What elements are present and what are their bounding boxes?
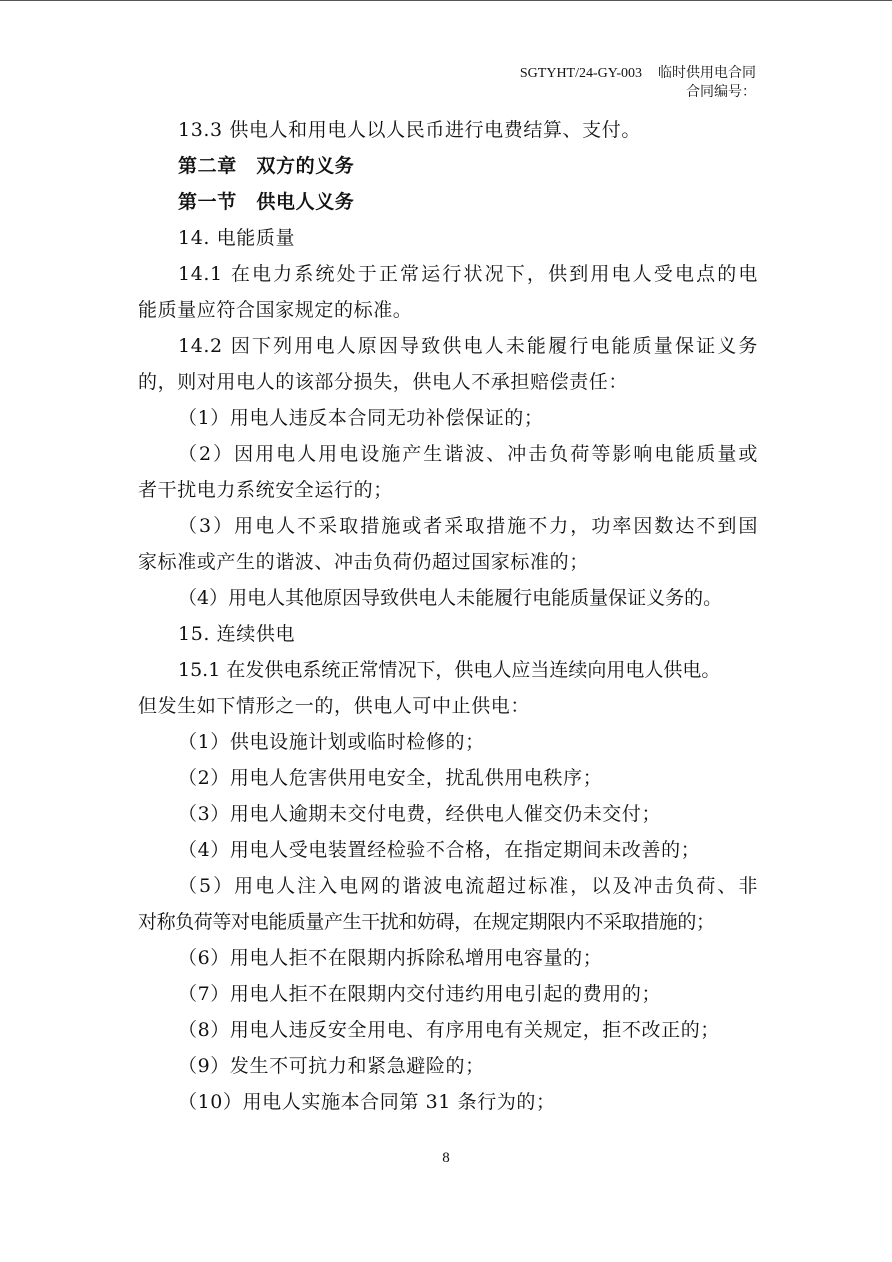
chapter-heading: 第二章 双方的义务 [178, 155, 355, 177]
clause-14-2-line-2: 的，则对用电人的该部分损失，供电人不承担赔偿责任： [138, 371, 629, 393]
clause-14-1-line-1: 14.1 在电力系统处于正常运行状况下，供到用电人受电点的电 [178, 263, 758, 285]
clause-15-1-line-1: 15.1 在发供电系统正常情况下，供电人应当连续向用电人供电。 [178, 659, 721, 681]
page-number: 8 [442, 1150, 450, 1166]
list-item-14-2-3-line-2: 家标准或产生的谐波、冲击负荷仍超过国家标准的； [138, 551, 589, 573]
contract-code: SGTYHT/24-GY-003 [519, 66, 642, 81]
list-item-15-1-1: （1）供电设施计划或临时检修的； [178, 731, 485, 753]
list-item-15-1-10: （10）用电人实施本合同第 31 条行为的； [178, 1091, 556, 1113]
list-item-15-1-5-line-1: （5）用电人注入电网的谐波电流超过标准，以及冲击负荷、非 [178, 875, 758, 897]
list-item-15-1-6: （6）用电人拒不在限期内拆除私增用电容量的； [178, 947, 603, 969]
article-15-heading: 15. 连续供电 [178, 623, 296, 645]
list-item-14-2-2-line-1: （2）因用电人用电设施产生谐波、冲击负荷等影响电能质量或 [178, 443, 758, 465]
page-top-border [0, 0, 892, 1]
contract-title: 临时供用电合同 [658, 65, 756, 81]
section-heading: 第一节 供电人义务 [178, 191, 355, 213]
page-header [520, 64, 756, 102]
list-item-14-2-4: （4）用电人其他原因导致供电人未能履行电能质量保证义务的。 [178, 587, 723, 609]
list-item-15-1-4: （4）用电人受电装置经检验不合格，在指定期间未改善的； [178, 839, 701, 861]
list-item-14-2-2-line-2: 者干扰电力系统安全运行的； [138, 479, 393, 501]
clause-13-3: 13.3 供电人和用电人以人民币进行电费结算、支付。 [178, 119, 641, 141]
list-item-15-1-9: （9）发生不可抗力和紧急避险的； [178, 1055, 485, 1077]
contract-number-label: 合同编号： [686, 84, 756, 100]
article-14-heading: 14. 电能质量 [178, 227, 296, 249]
clause-14-2-line-1: 14.2 因下列用电人原因导致供电人未能履行电能质量保证义务 [178, 335, 758, 357]
list-item-14-2-3-line-1: （3）用电人不采取措施或者采取措施不力，功率因数达不到国 [178, 515, 758, 537]
list-item-15-1-5-line-2: 对称负荷等对电能质量产生干扰和妨碍，在规定期限内不采取措施的； [138, 911, 715, 933]
clause-14-1-line-2: 能质量应符合国家规定的标准。 [138, 299, 413, 321]
list-item-14-2-1: （1）用电人违反本合同无功补偿保证的； [178, 407, 544, 429]
list-item-15-1-3: （3）用电人逾期未交付电费，经供电人催交仍未交付； [178, 803, 662, 825]
list-item-15-1-8: （8）用电人违反安全用电、有序用电有关规定，拒不改正的； [178, 1019, 720, 1041]
header-line-1 [520, 64, 756, 83]
list-item-15-1-2: （2）用电人危害供用电安全，扰乱供用电秩序； [178, 767, 603, 789]
list-item-15-1-7: （7）用电人拒不在限期内交付违约用电引起的费用的； [178, 983, 662, 1005]
clause-15-1-line-2: 但发生如下情形之一的，供电人可中止供电： [138, 695, 531, 717]
document-body [138, 112, 758, 1120]
